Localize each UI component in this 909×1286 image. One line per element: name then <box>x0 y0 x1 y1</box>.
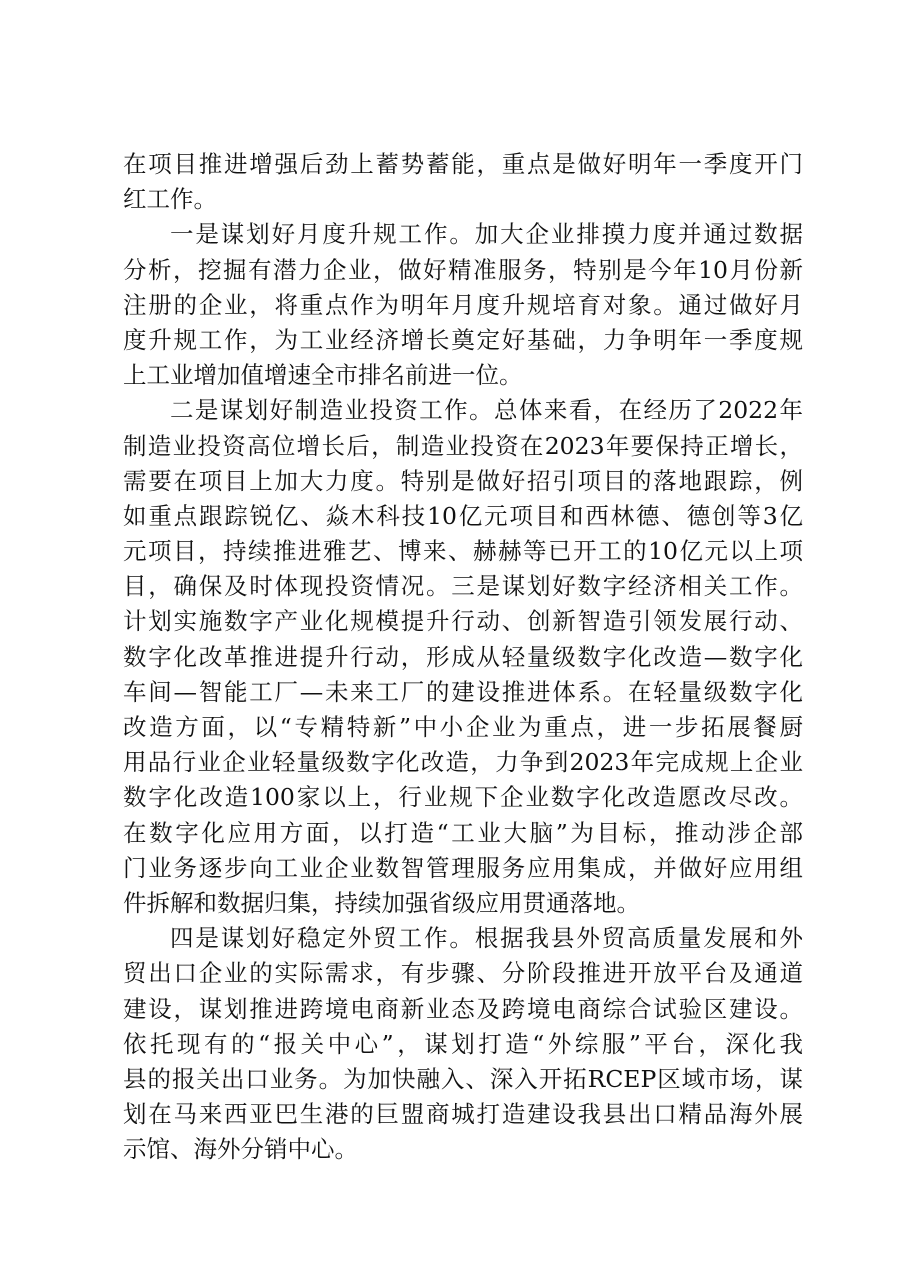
paragraph-first-line: 四是谋划好稳定外贸工作。根据我县外贸高质量发展和外 <box>170 924 803 953</box>
text-line: 示馆、海外分销中心。 <box>123 1135 358 1164</box>
text-line: 在项目推进增强后劲上蓄势蓄能，重点是做好明年一季度开门 <box>123 150 803 178</box>
text-line: 用品行业企业轻量级数字化改造，力争到2023年完成规上企业 <box>123 748 803 777</box>
text-line: 元项目，持续推进雅艺、博来、赫赫等已开工的10亿元以上项 <box>123 537 803 566</box>
text-line: 在数字化应用方面，以打造“工业大脑”为目标，推动涉企部 <box>123 818 803 847</box>
text-line: 县的报关出口业务。为加快融入、深入开拓RCEP区域市场，谋 <box>123 1064 803 1093</box>
text-line: 注册的企业，将重点作为明年月度升规培育对象。通过做好月 <box>123 290 803 319</box>
text-line: 度升规工作，为工业经济增长奠定好基础，力争明年一季度规 <box>123 325 803 354</box>
text-line: 数字化改革推进提升行动，形成从轻量级数字化改造—数字化 <box>123 642 803 671</box>
paragraph-first-line: 二是谋划好制造业投资工作。总体来看，在经历了2022年 <box>170 396 803 425</box>
text-line: 件拆解和数据归集，持续加强省级应用贯通落地。 <box>123 888 640 917</box>
text-line: 改造方面，以“专精特新”中小企业为重点，进一步拓展餐厨 <box>123 713 803 741</box>
text-line: 如重点跟踪锐亿、焱木科技10亿元项目和西林德、德创等3亿 <box>123 501 803 530</box>
text-line: 上工业增加值增速全市排名前进一位。 <box>123 361 523 390</box>
paragraph-first-line: 一是谋划好月度升规工作。加大企业排摸力度并通过数据 <box>170 220 803 249</box>
text-line: 数字化改造100家以上，行业规下企业数字化改造愿改尽改。 <box>123 783 803 812</box>
text-line: 计划实施数字产业化规模提升行动、创新智造引领发展行动、 <box>123 607 803 636</box>
text-line: 需要在项目上加大力度。特别是做好招引项目的落地跟踪，例 <box>123 466 803 495</box>
text-line: 依托现有的“报关中心”，谋划打造“外综服”平台，深化我 <box>123 1029 803 1058</box>
text-line: 车间—智能工厂—未来工厂的建设推进体系。在轻量级数字化 <box>123 677 803 706</box>
text-line: 红工作。 <box>123 185 217 214</box>
text-line: 贸出口企业的实际需求，有步骤、分阶段推进开放平台及通道 <box>123 959 803 988</box>
text-line: 门业务逐步向工业企业数智管理服务应用集成，并做好应用组 <box>123 853 803 882</box>
text-line: 目，确保及时体现投资情况。三是谋划好数字经济相关工作。 <box>123 572 803 601</box>
text-line: 制造业投资高位增长后，制造业投资在2023年要保持正增长， <box>123 431 803 460</box>
text-line: 分析，挖掘有潜力企业，做好精准服务，特别是今年10月份新 <box>123 255 803 284</box>
text-line: 建设，谋划推进跨境电商新业态及跨境电商综合试验区建设。 <box>123 994 803 1023</box>
document-body <box>123 147 803 1167</box>
text-line: 划在马来西亚巴生港的巨盟商城打造建设我县出口精品海外展 <box>123 1100 803 1129</box>
